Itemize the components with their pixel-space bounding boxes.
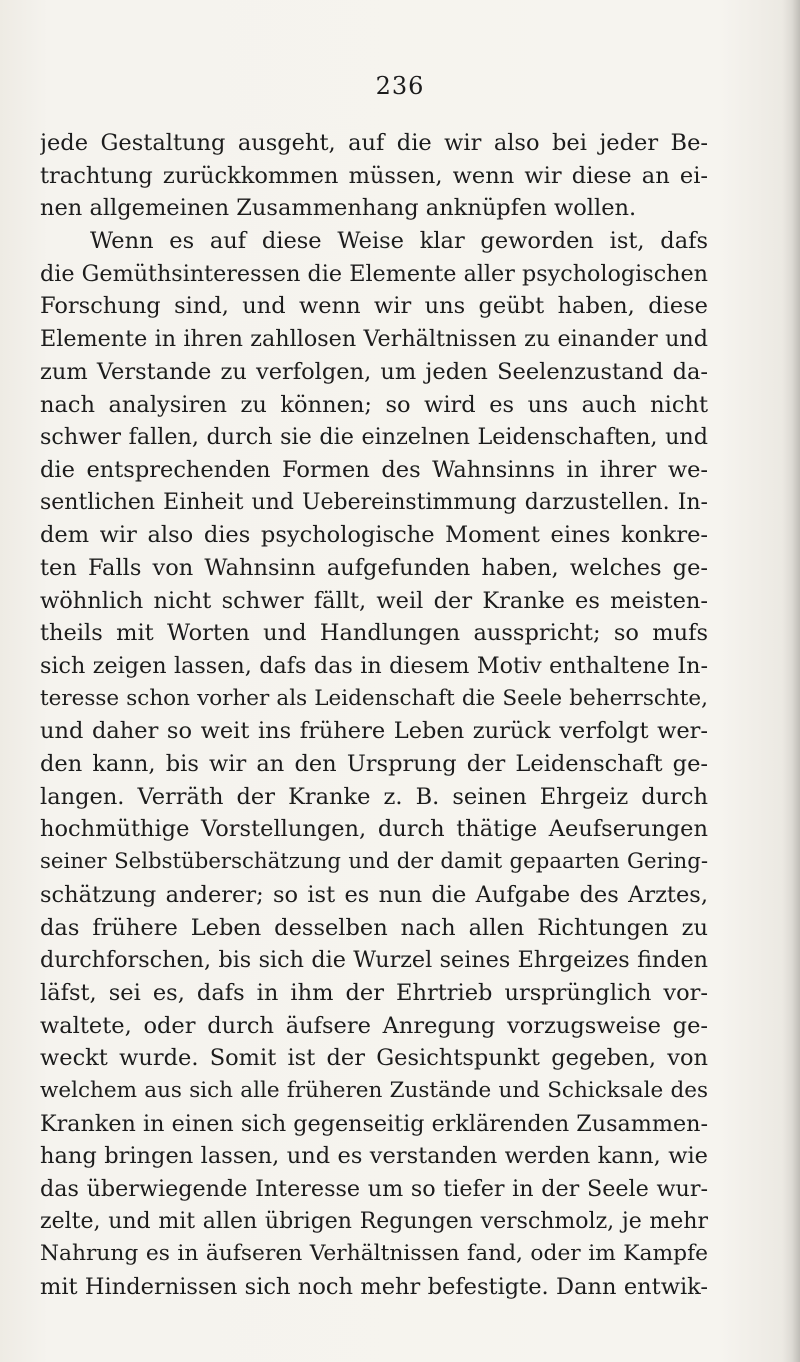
text-line: mit Hindernissen sich noch mehr befestigte. Dann entwik- (40, 1274, 708, 1301)
text-line: durchforschen, bis sich die Wurzel seines Ehrgeizes finden (40, 947, 708, 974)
text-line: zelte, und mit allen übrigen Regungen verschmolz, je mehr (40, 1208, 708, 1234)
page-number: 236 (375, 72, 425, 100)
text-line: ten Falls von Wahnsinn aufgefunden haben, welches ge- (40, 554, 708, 581)
text-line: die entsprechenden Formen des Wahnsinns in ihrer we- (40, 456, 708, 483)
text-line: sich zeigen lassen, dafs das in diesem Motiv enthaltene In- (40, 653, 708, 679)
text-line: Forschung sind, und wenn wir uns geübt haben, diese (40, 293, 708, 320)
text-line: Elemente in ihren zahllosen Verhältnissen zu einander und (40, 326, 708, 353)
text-line: schwer fallen, durch sie die einzelnen Leidenschaften, und (40, 424, 708, 451)
text-line: welchem aus sich alle früheren Zustände und Schicksale des (40, 1077, 708, 1103)
text-line: und daher so weit ins frühere Leben zurück verfolgt wer- (40, 718, 708, 745)
text-line: langen. Verräth der Kranke z. B. seinen Ehrgeiz durch (40, 783, 708, 810)
text-line: Kranken in einen sich gegenseitig erklärenden Zusammen- (40, 1110, 708, 1137)
text-line: trachtung zurückkommen müssen, wenn wir diese an ei- (40, 162, 708, 189)
text-line: waltete, oder durch äufsere Anregung vorzugsweise ge- (40, 1012, 708, 1039)
text-line: theils mit Worten und Handlungen ausspricht; so mufs (40, 620, 708, 647)
text-line: hang bringen lassen, und es verstanden werden kann, wie (40, 1143, 708, 1170)
text-line: nach analysiren zu können; so wird es uns auch nicht (40, 391, 708, 418)
text-line: nen allgemeinen Zusammenhang anknüpfen wollen. (40, 195, 637, 222)
text-line: das überwiegende Interesse um so tiefer in der Seele wur- (40, 1176, 708, 1202)
text-line: seiner Selbstüberschätzung und der damit gepaarten Gering- (40, 849, 708, 875)
text-line: teresse schon vorher als Leidenschaft die Seele beherrschte, (40, 685, 708, 711)
text-line: wöhnlich nicht schwer fällt, weil der Kranke es meisten- (40, 587, 708, 614)
text-line: schätzung anderer; so ist es nun die Aufgabe des Arztes, (40, 881, 708, 908)
text-line: das frühere Leben desselben nach allen Richtungen zu (40, 914, 708, 941)
text-line: die Gemüthsinteressen die Elemente aller psychologischen (40, 260, 708, 287)
text-line: sentlichen Einheit und Uebereinstimmung darzustellen. In- (40, 489, 708, 515)
text-line: zum Verstande zu verfolgen, um jeden Seelenzustand da- (40, 358, 708, 385)
text-line: läfst, sei es, dafs in ihm der Ehrtrieb ursprünglich vor- (40, 979, 708, 1006)
text-line: weckt wurde. Somit ist der Gesichtspunkt gegeben, von (40, 1045, 708, 1072)
text-line: dem wir also dies psychologische Moment eines konkre- (40, 522, 708, 549)
text-line: Nahrung es in äufseren Verhältnissen fand, oder im Kampfe (40, 1241, 708, 1267)
paragraph-start-line: Wenn es auf diese Weise klar geworden ist, dafs (90, 228, 708, 255)
binding-shadow (782, 0, 800, 1362)
text-line: hochmüthige Vorstellungen, durch thätige Aeufserungen (40, 816, 708, 843)
text-line: den kann, bis wir an den Ursprung der Leidenschaft ge- (40, 751, 708, 778)
text-line: jede Gestaltung ausgeht, auf die wir also bei jeder Be- (40, 130, 708, 156)
body-text (40, 127, 708, 1304)
